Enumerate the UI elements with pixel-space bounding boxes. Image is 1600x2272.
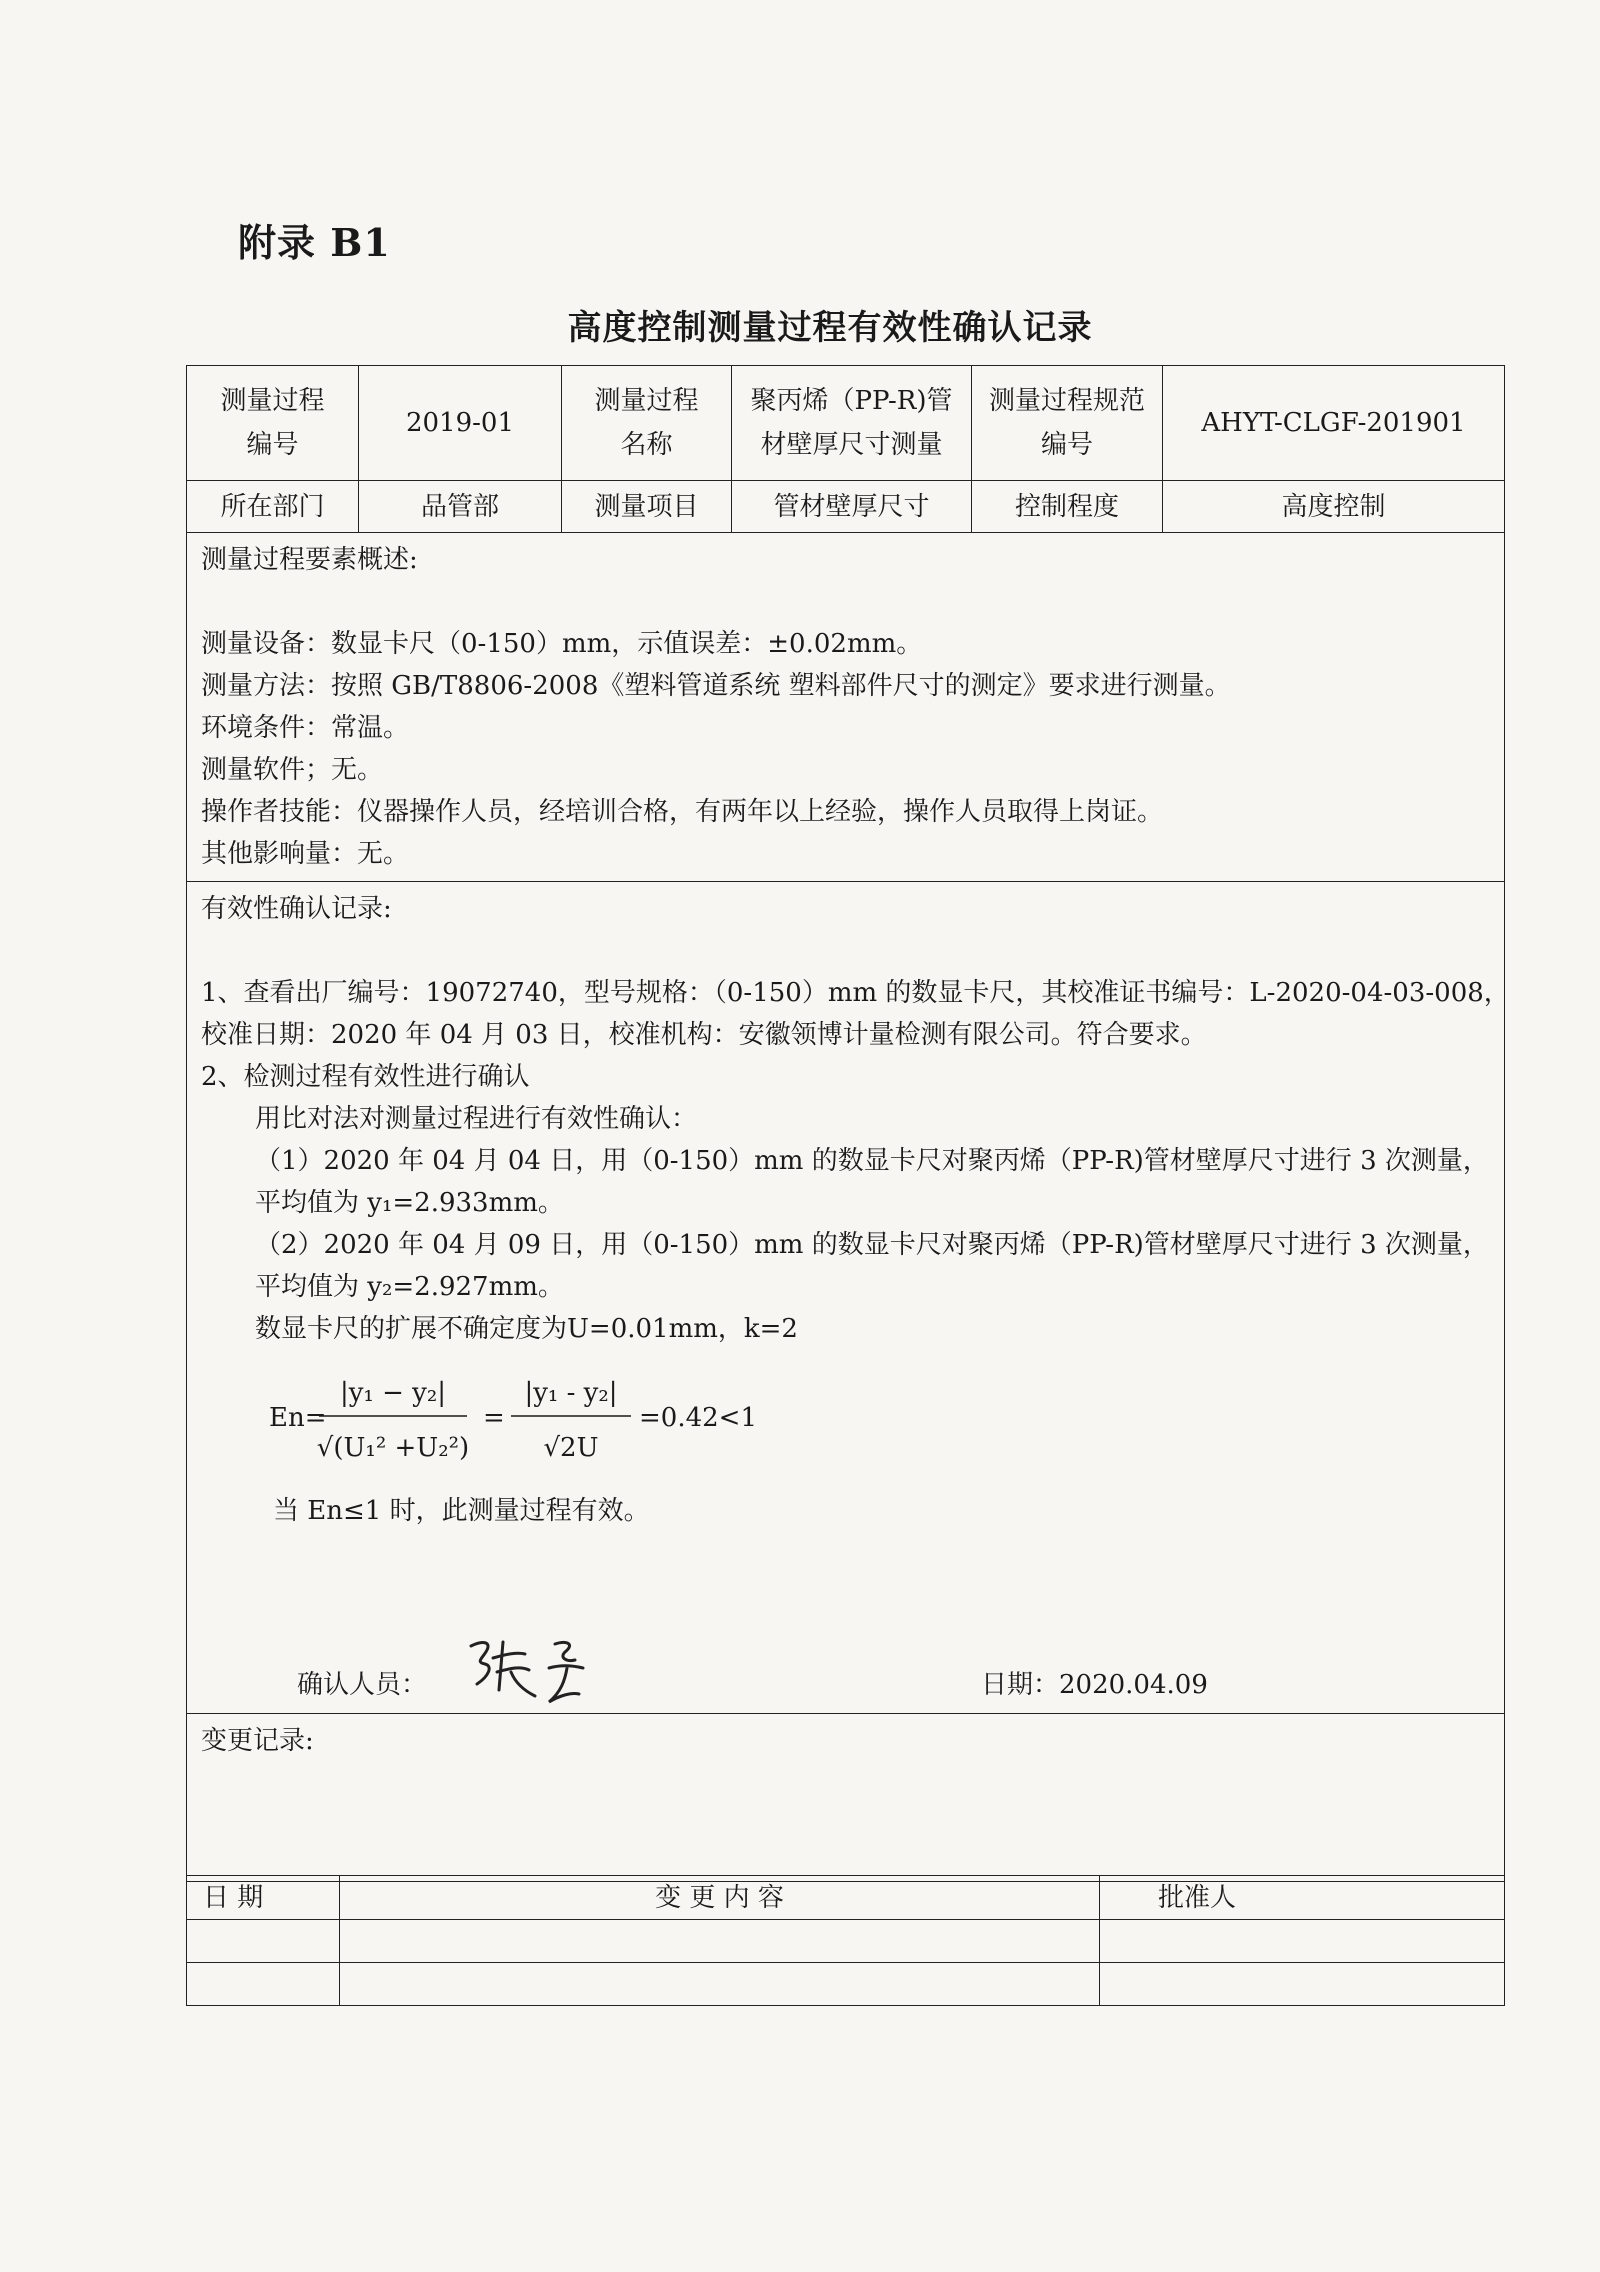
change-record-heading: 变更记录: (201, 1726, 314, 1756)
process-spec-label: 测量过程规范 编号 (972, 366, 1163, 481)
formula-denominator: √(U₁² +U₂²) (316, 1433, 470, 1463)
overview-row (187, 533, 1505, 882)
col-content-header: 变 更 内 容 (340, 1876, 1100, 1920)
conclusion-line: 当 En≤1 时，此测量过程有效。 (273, 1496, 650, 1526)
change-log-cell (340, 1963, 1100, 2006)
overview-line: 测量软件；无。 (201, 755, 384, 785)
col-approver-header: 批准人 (1100, 1876, 1505, 1920)
confirmation-row (201, 1632, 1490, 1706)
control-level-value: 高度控制 (1163, 481, 1505, 533)
validation-item-1-cont: 校准日期：2020 年 04 月 03 日，校准机构：安徽领博计量检测有限公司。符合要求。 (201, 1020, 1207, 1050)
confirm-date: 日期：2020.04.09 (981, 1670, 1208, 1700)
process-id-label: 测量过程 编号 (187, 366, 359, 481)
validation-item-2: 2、检测过程有效性进行确认 (201, 1062, 530, 1092)
measurement-2: （2）2020 年 04 月 09 日，用（0-150）mm 的数显卡尺对聚丙烯（PP-R)管材壁厚尺寸进行 3 次测量， (255, 1230, 1489, 1260)
formula-denominator-2: √2U (543, 1433, 599, 1463)
formula-numerator-2: |y₁ - y₂| (524, 1378, 618, 1408)
change-log-cell (340, 1920, 1100, 1963)
overview-line: 环境条件：常温。 (201, 713, 410, 743)
method-line: 用比对法对测量过程进行有效性确认： (255, 1104, 698, 1134)
change-log-row (187, 1920, 1505, 1963)
col-date-header: 日 期 (187, 1876, 340, 1920)
change-record-section (187, 1714, 1505, 1882)
appendix-label: 附录 B1 (238, 220, 391, 265)
formula-numerator: |y₁ − y₂| (339, 1378, 447, 1408)
change-log-cell (187, 1963, 340, 2006)
confirm-person-label: 确认人员： (297, 1670, 428, 1700)
overview-line: 操作者技能：仪器操作人员，经培训合格，有两年以上经验，操作人员取得上岗证。 (201, 797, 1164, 827)
measurement-2-result: 平均值为 y₂=2.927mm。 (255, 1272, 564, 1302)
process-name-label: 测量过程 名称 (562, 366, 732, 481)
uncertainty-line: 数显卡尺的扩展不确定度为U=0.01mm，k=2 (255, 1314, 798, 1344)
overview-section (187, 533, 1505, 882)
control-level-label: 控制程度 (972, 481, 1163, 533)
signature-mark (463, 1632, 613, 1708)
change-log-cell (187, 1920, 340, 1963)
measurement-1-result: 平均值为 y₁=2.933mm。 (255, 1188, 564, 1218)
overview-line: 测量设备：数显卡尺（0-150）mm，示值误差：±0.02mm。 (201, 629, 923, 659)
document-title: 高度控制测量过程有效性确认记录 (567, 308, 1093, 348)
process-spec-value: AHYT-CLGF-201901 (1163, 366, 1505, 481)
process-id-value: 2019-01 (359, 366, 562, 481)
formula-equals: = (483, 1403, 505, 1433)
overview-line: 测量方法：按照 GB/T8806-2008《塑料管道系统 塑料部件尺寸的测定》要求进行测量。 (201, 671, 1231, 701)
header-row-1 (187, 366, 1505, 481)
change-log-row (187, 1963, 1505, 2006)
change-log-header (187, 1876, 1505, 1920)
validation-section (187, 882, 1510, 1714)
process-name-value: 聚丙烯（PP-R)管 材壁厚尺寸测量 (732, 366, 972, 481)
change-log-cell (1100, 1963, 1505, 2006)
validation-heading: 有效性确认记录: (201, 894, 392, 924)
measure-item-label: 测量项目 (562, 481, 732, 533)
formula-result: =0.42<1 (639, 1403, 758, 1433)
measure-item-value: 管材壁厚尺寸 (732, 481, 972, 533)
validation-row (187, 882, 1505, 1714)
change-record-row (187, 1714, 1505, 1882)
measurement-1: （1）2020 年 04 月 04 日，用（0-150）mm 的数显卡尺对聚丙烯（PP-R)管材壁厚尺寸进行 3 次测量， (255, 1146, 1489, 1176)
change-log-cell (1100, 1920, 1505, 1963)
header-row-2 (187, 481, 1505, 533)
validation-item-1: 1、查看出厂编号：19072740，型号规格：（0-150）mm 的数显卡尺，其校准证书编号：L-2020-04-03-008， (201, 978, 1510, 1008)
en-formula (201, 1356, 1490, 1476)
department-value: 品管部 (359, 481, 562, 533)
change-log-table (186, 1875, 1505, 2006)
overview-heading: 测量过程要素概述: (201, 545, 418, 575)
record-form (186, 365, 1510, 1882)
formula-en-label: En= (269, 1403, 327, 1433)
department-label: 所在部门 (187, 481, 359, 533)
overview-line: 其他影响量：无。 (201, 839, 410, 869)
